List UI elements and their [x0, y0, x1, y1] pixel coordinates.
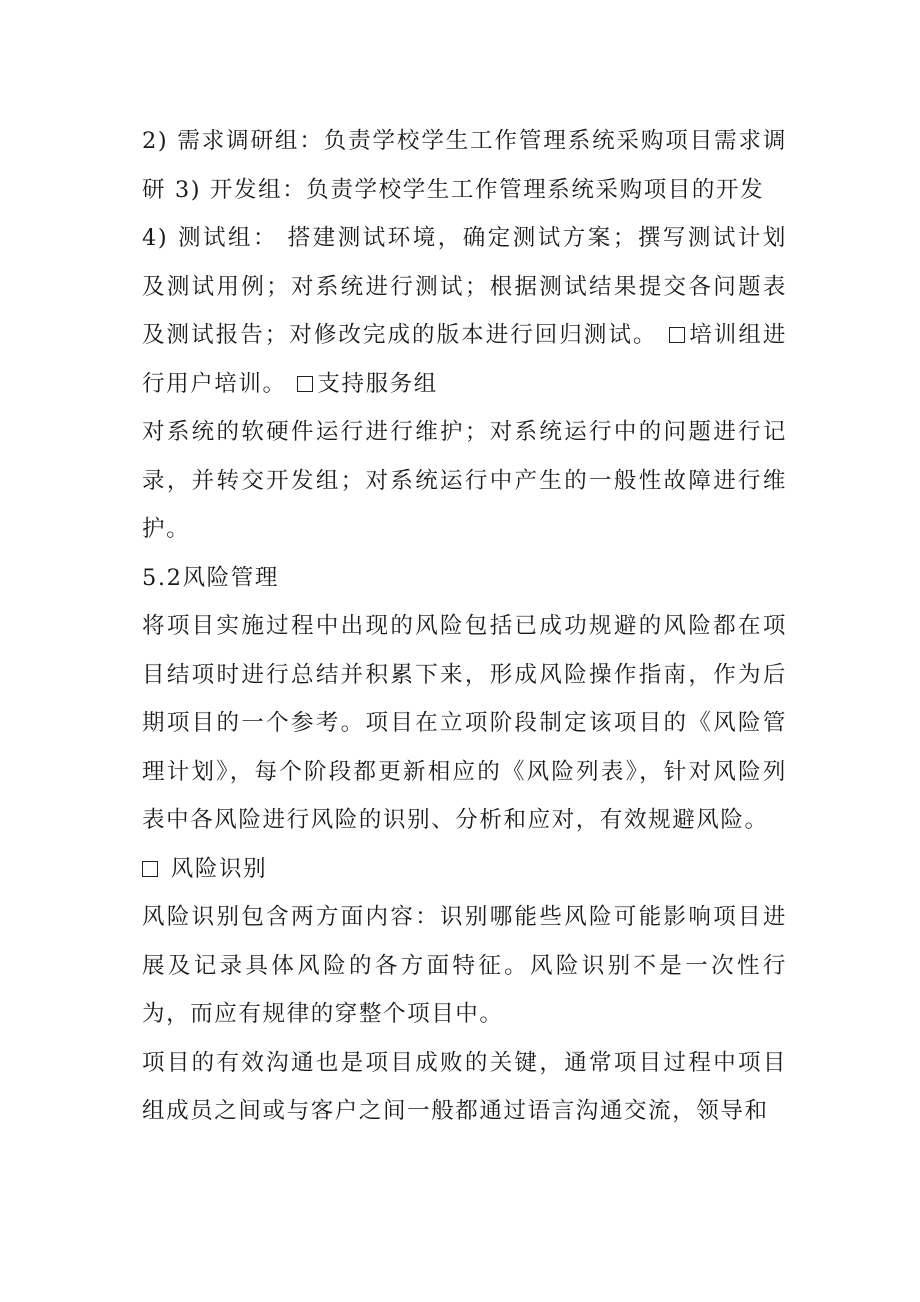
paragraph-text: 将项目实施过程中出现的风险包括已成功规避的风险都在项目结项时进行总结并积累下来，形成风险操作指南，作为后期项目的一个参考。项目在立项阶段制定该项目的《风险管理计划》，每个阶段都更新相应的《风险列表》，针对风险列表中各风险进行风险的识别、分析和应对，有效规避风险。	[142, 613, 787, 833]
section-heading-risk-management	[142, 554, 787, 603]
paragraph-risk-identification	[142, 893, 787, 1039]
checkbox-square-icon	[297, 376, 313, 392]
paragraph-maintenance	[142, 408, 787, 554]
paragraph-risk-management	[142, 602, 787, 845]
paragraph-text: 2) 需求调研组：负责学校学生工作管理系统采购项目需求调研 3) 开发组：负责学校学生工作管理系统采购项目的开发	[142, 128, 787, 203]
checkbox-square-icon	[142, 861, 158, 877]
paragraph-text: 4) 测试组： 搭建测试环境，确定测试方案；撰写测试计划及测试用例；对系统进行测试；根据测试结果提交各问题表及测试报告；对修改完成的版本进行回归测试。	[142, 225, 787, 348]
checkbox-item-training: 培训组进行用户培训。	[142, 322, 787, 397]
checkbox-square-icon	[669, 327, 685, 343]
paragraph-team-duties-1	[142, 117, 787, 214]
subheading-risk-identification	[142, 845, 787, 894]
paragraph-communication	[142, 1039, 787, 1136]
paragraph-text: 项目的有效沟通也是项目成败的关键，通常项目过程中项目组成员之间或与客户之间一般都通过语言沟通交流，领导和	[142, 1049, 787, 1124]
document-body	[142, 117, 787, 1136]
heading-text: 5.2风险管理	[142, 564, 279, 591]
subheading-text: 风险识别	[170, 855, 268, 882]
paragraph-team-duties-2	[142, 214, 787, 408]
checkbox-item-support: 支持服务组	[317, 370, 438, 397]
paragraph-text: 对系统的软硬件运行进行维护；对系统运行中的问题进行记录，并转交开发组；对系统运行中产生的一般性故障进行维护。	[142, 419, 787, 542]
paragraph-text: 风险识别包含两方面内容：识别哪能些风险可能影响项目进展及记录具体风险的各方面特征。风险识别不是一次性行为，而应有规律的穿整个项目中。	[142, 904, 787, 1027]
